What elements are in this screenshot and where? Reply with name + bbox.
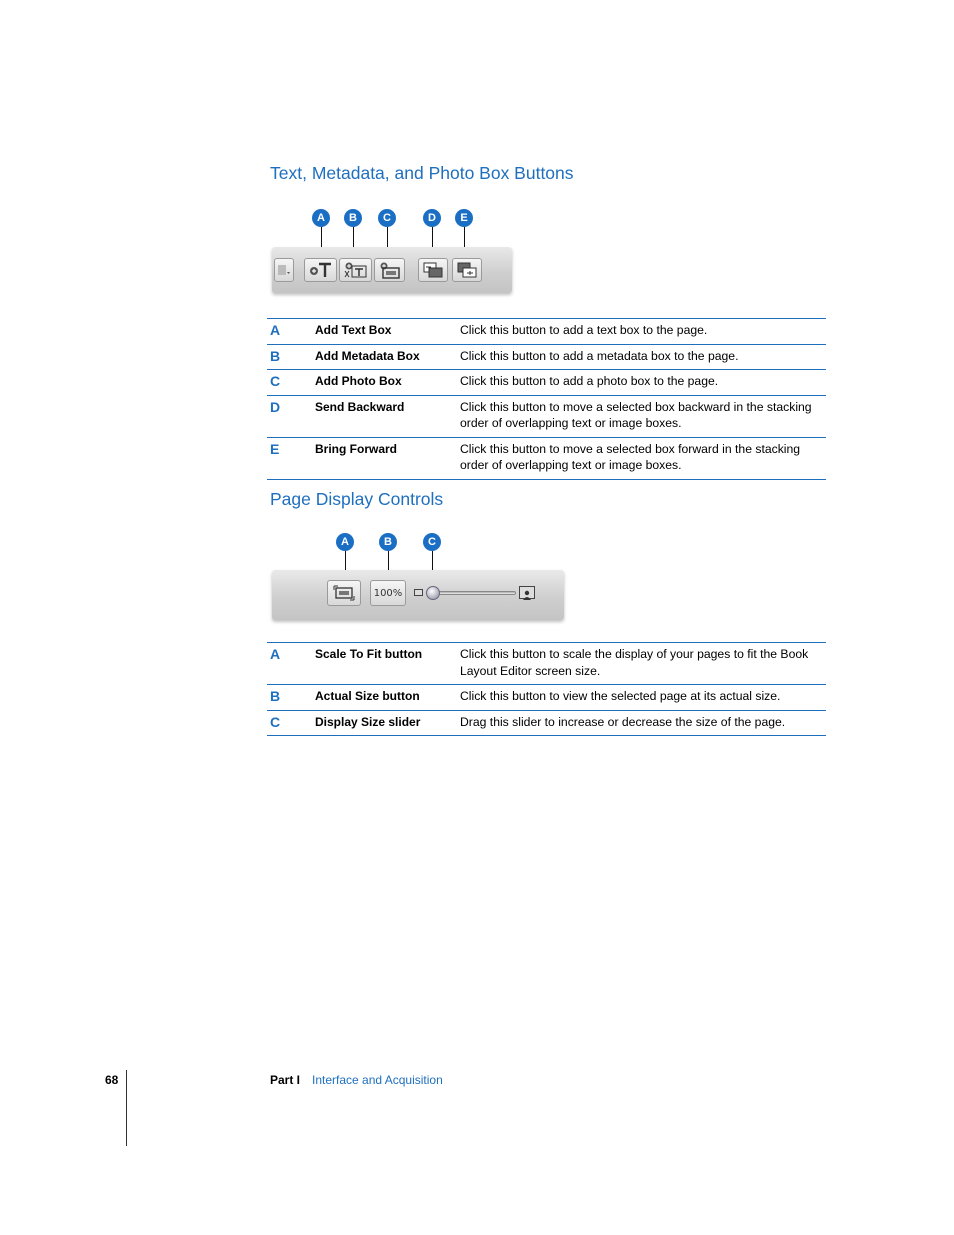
section-title-page-display: Page Display Controls bbox=[270, 489, 444, 509]
callout-a: A bbox=[336, 533, 354, 551]
row-key: E bbox=[267, 437, 315, 479]
box-buttons-table bbox=[267, 318, 826, 480]
footer-divider bbox=[126, 1070, 127, 1146]
table-row bbox=[267, 685, 826, 711]
row-term: Bring Forward bbox=[315, 437, 460, 479]
callout-c: C bbox=[423, 533, 441, 551]
box-buttons-figure bbox=[270, 205, 520, 305]
actual-size-button[interactable]: 100% bbox=[370, 580, 406, 606]
page-display-table bbox=[267, 642, 826, 736]
add-metadata-box-icon bbox=[343, 261, 369, 279]
add-photo-box-icon bbox=[378, 261, 402, 279]
add-text-box-button[interactable] bbox=[304, 258, 337, 282]
row-key: B bbox=[267, 344, 315, 370]
row-description: Click this button to add a metadata box to the page. bbox=[460, 344, 826, 370]
display-size-slider-track[interactable] bbox=[430, 591, 516, 595]
row-description: Drag this slider to increase or decrease the size of the page. bbox=[460, 710, 826, 736]
chevron-down-icon bbox=[277, 264, 291, 276]
table-row bbox=[267, 437, 826, 479]
row-description: Click this button to move a selected box backward in the stacking order of overlapping text or image boxes. bbox=[460, 395, 826, 437]
row-term: Add Photo Box bbox=[315, 370, 460, 396]
display-size-slider-thumb[interactable] bbox=[426, 586, 440, 600]
row-key: A bbox=[267, 643, 315, 685]
row-key: D bbox=[267, 395, 315, 437]
bring-forward-button[interactable] bbox=[452, 258, 482, 282]
scale-to-fit-icon bbox=[333, 585, 355, 601]
row-term: Actual Size button bbox=[315, 685, 460, 711]
callout-e: E bbox=[455, 209, 473, 227]
large-page-icon bbox=[519, 586, 535, 599]
page-number: 68 bbox=[105, 1073, 119, 1087]
row-description: Click this button to add a text box to the page. bbox=[460, 319, 826, 345]
callout-a: A bbox=[312, 209, 330, 227]
callout-b: B bbox=[344, 209, 362, 227]
callout-d: D bbox=[423, 209, 441, 227]
bring-forward-icon bbox=[456, 261, 478, 279]
person-icon bbox=[520, 589, 534, 600]
box-toolbar bbox=[272, 247, 512, 293]
row-term: Add Metadata Box bbox=[315, 344, 460, 370]
footer-part: Part I bbox=[270, 1073, 301, 1087]
row-term: Add Text Box bbox=[315, 319, 460, 345]
table-row bbox=[267, 319, 826, 345]
small-page-icon bbox=[414, 589, 423, 596]
row-description: Click this button to view the selected page at its actual size. bbox=[460, 685, 826, 711]
callout-b: B bbox=[379, 533, 397, 551]
row-description: Click this button to scale the display of your pages to fit the Book Layout Editor screen size. bbox=[460, 643, 826, 685]
row-key: A bbox=[267, 319, 315, 345]
send-backward-button[interactable] bbox=[418, 258, 448, 282]
layout-dropdown-button[interactable] bbox=[274, 258, 294, 282]
page-display-figure bbox=[270, 530, 570, 630]
row-term: Scale To Fit button bbox=[315, 643, 460, 685]
row-description: Click this button to move a selected box forward in the stacking order of overlapping text or image boxes. bbox=[460, 437, 826, 479]
page-display-toolbar bbox=[272, 570, 564, 620]
row-key: C bbox=[267, 710, 315, 736]
table-row bbox=[267, 344, 826, 370]
scale-to-fit-button[interactable] bbox=[327, 580, 361, 606]
section-title-box-buttons: Text, Metadata, and Photo Box Buttons bbox=[270, 163, 574, 183]
add-photo-box-button[interactable] bbox=[374, 258, 405, 282]
row-description: Click this button to add a photo box to the page. bbox=[460, 370, 826, 396]
add-metadata-box-button[interactable] bbox=[339, 258, 372, 282]
table-row bbox=[267, 395, 826, 437]
table-row bbox=[267, 370, 826, 396]
send-backward-icon bbox=[422, 261, 444, 279]
row-key: B bbox=[267, 685, 315, 711]
callout-c: C bbox=[378, 209, 396, 227]
table-row bbox=[267, 710, 826, 736]
add-text-box-icon bbox=[308, 261, 334, 279]
table-row bbox=[267, 643, 826, 685]
footer-chapter-link[interactable]: Interface and Acquisition bbox=[312, 1073, 443, 1087]
row-key: C bbox=[267, 370, 315, 396]
row-term: Display Size slider bbox=[315, 710, 460, 736]
row-term: Send Backward bbox=[315, 395, 460, 437]
